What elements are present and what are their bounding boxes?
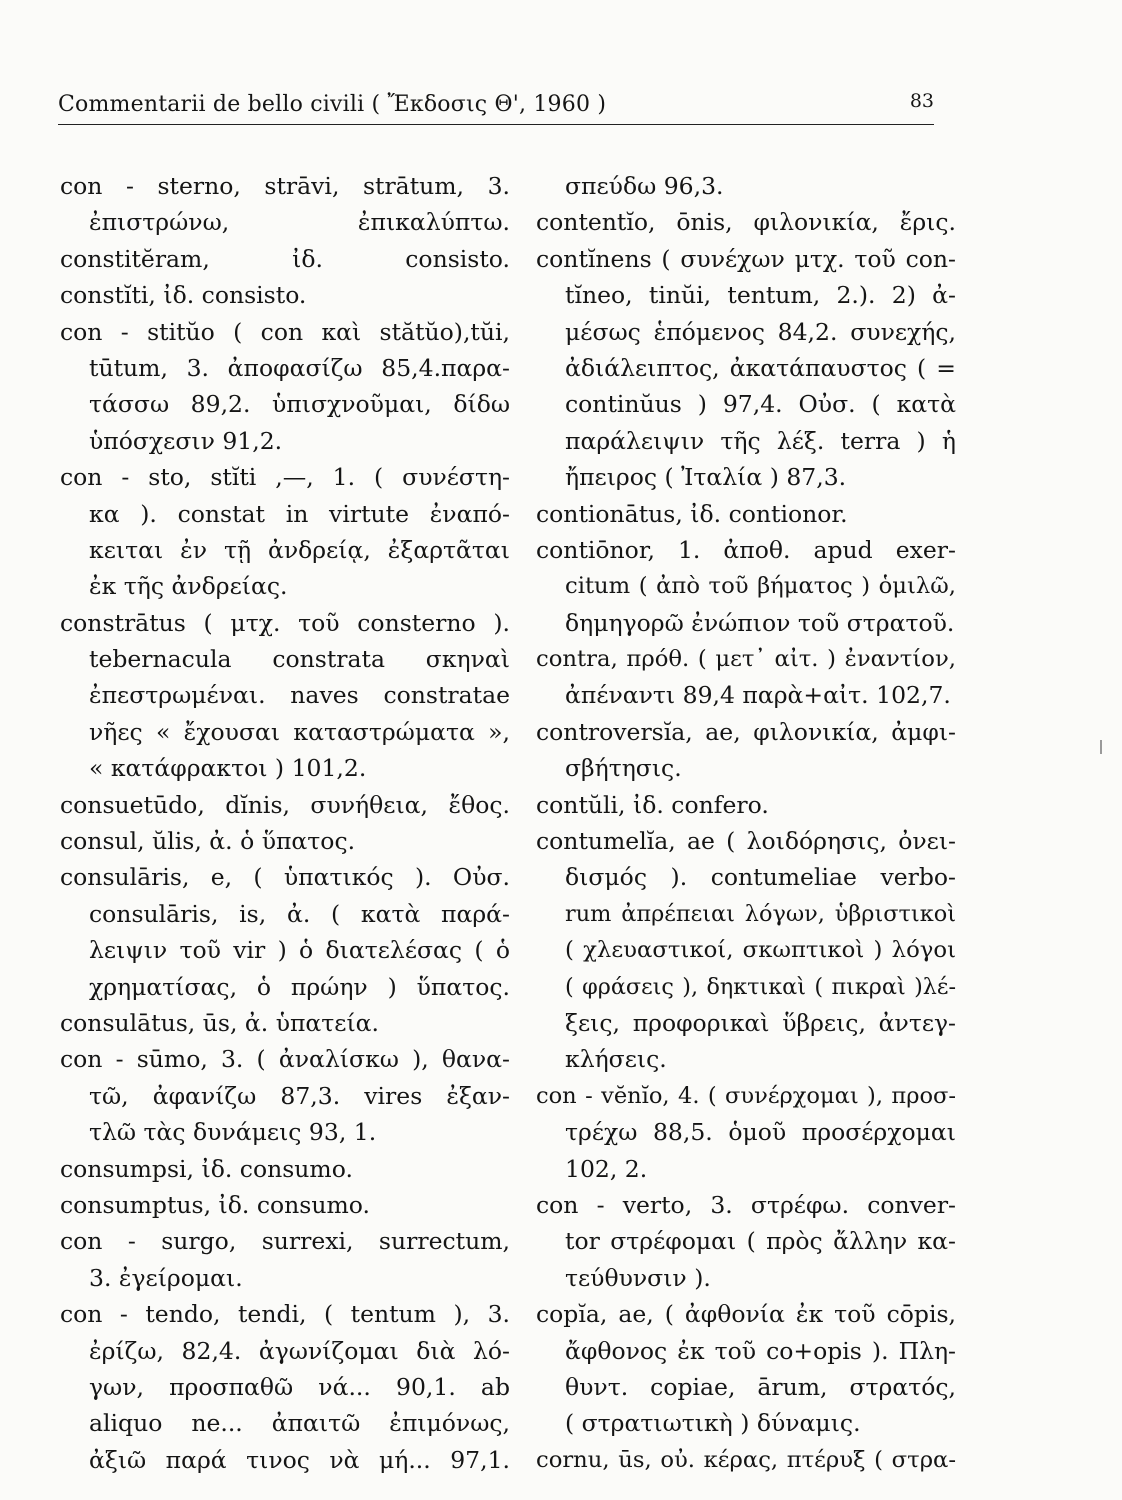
entry-line: con - surgo, surrexi, surrectum, <box>60 1227 510 1256</box>
entry-line: consulātus, ūs, ἀ. ὑπατεία. <box>60 1008 380 1037</box>
entry-line: contŭli, ἰδ. confero. <box>536 790 769 819</box>
entry-line: χρηματίσας, ὁ πρώην ) ὕπατος. <box>89 972 510 1001</box>
entry-line: con - tendo, tendi, ( tentum ), 3. <box>60 1300 510 1329</box>
entry-line: copĭa, ae, ( ἀφθονία ἐκ τοῦ cōpis, <box>536 1300 956 1329</box>
entry-line: ἀξιῶ παρά τινος νὰ μή... 97,1. <box>89 1445 510 1474</box>
entry-line: citum ( ἀπὸ τοῦ βήματος ) ὁμιλῶ, <box>565 573 956 600</box>
entry-line: controversĭa, ae, φιλονικία, ἀμφι- <box>536 717 956 746</box>
entry-line: consumpsi, ἰδ. consumo. <box>60 1154 353 1183</box>
entry-line: constrātus ( μτχ. τοῦ consterno ). <box>60 608 510 637</box>
entry-line: ἀπέναντι 89,4 παρὰ+αἰτ. 102,7. <box>565 681 951 710</box>
entry-line: μέσως ἑπόμενος 84,2. συνεχής, <box>565 317 956 346</box>
entry-line: ( φράσεις ), δηκτικαὶ ( πικραὶ )λέ- <box>565 973 956 1000</box>
entry-line: consulāris, e, ( ὑπατικός ). Οὐσ. <box>60 863 510 892</box>
entry-line: τάσσω 89,2. ὑπισχνοῦμαι, δίδω <box>89 390 510 419</box>
entry-line: λειψιν τοῦ vir ) ὁ διατελέσας ( ὁ <box>89 936 510 965</box>
entry-line: ἄφθονος ἐκ τοῦ co+opis ). Πλη- <box>565 1336 956 1365</box>
entry-line: ἀδιάλειπτος, ἀκατάπαυστος ( = <box>565 353 956 382</box>
entry-line: rum ἀπρέπειαι λόγων, ὑβριστικοὶ <box>565 900 956 927</box>
entry-line: τῶ, ἀφανίζω 87,3. vires ἐξαν- <box>89 1081 510 1110</box>
entry-line: tor στρέφομαι ( πρὸς ἄλλην κα- <box>565 1227 956 1256</box>
entry-line: con - sūmo, 3. ( ἀναλίσκω ), θανα- <box>60 1045 510 1074</box>
entry-line: ( στρατιωτικὴ ) δύναμις. <box>565 1409 861 1438</box>
entry-line: τρέχω 88,5. ὁμοῦ προσέρχομαι <box>565 1118 956 1147</box>
entry-line: ( χλευαστικοί, σκωπτικοὶ ) λόγοι <box>565 937 956 964</box>
entry-line: ἤπειρος ( Ἰταλία ) 87,3. <box>565 463 847 492</box>
entry-line: τεύθυνσιν ). <box>565 1263 711 1292</box>
entry-line: contionātus, ἰδ. contionor. <box>536 499 848 528</box>
entry-line: contra, πρόθ. ( μετ᾽ αἰτ. ) ἐναντίον, <box>536 646 956 673</box>
entry-line: τλῶ τὰς δυνάμεις 93, 1. <box>89 1118 377 1147</box>
entry-line: constĭti, ἰδ. consisto. <box>60 281 307 310</box>
entry-line: παράλειψιν τῆς λέξ. terra ) ἡ <box>565 426 956 455</box>
entry-line: θυντ. copiae, ārum, στρατός, <box>565 1372 956 1401</box>
entry-line: δημηγορῶ ἐνώπιον τοῦ στρατοῦ. <box>565 608 955 637</box>
right-column <box>536 168 956 1478</box>
entry-line: consuetūdo, dĭnis, συνήθεια, ἔθος. <box>60 790 510 819</box>
entry-line: σπεύδω 96,3. <box>565 172 724 200</box>
entry-line: ξεις, προφορικαὶ ὕβρεις, ἀντεγ- <box>565 1008 956 1037</box>
entry-line: con - verto, 3. στρέφω. conver- <box>536 1190 956 1219</box>
entry-line: consumptus, ἰδ. consumo. <box>60 1190 370 1219</box>
entry-line: 3. ἐγείρομαι. <box>89 1263 243 1292</box>
entry-line: contĭnens ( συνέχων μτχ. τοῦ con- <box>536 244 956 273</box>
page-number: 83 <box>909 90 934 112</box>
entry-line: aliquo ne... ἀπαιτῶ ἐπιμόνως, <box>89 1409 510 1438</box>
entry-line: con - vĕnĭo, 4. ( συνέρχομαι ), προσ- <box>536 1082 956 1109</box>
header-title: Commentarii de bello civili ( Ἔκδοσις Θ', 1960 ) <box>58 92 607 117</box>
entry-line: ἐπεστρωμέναι. naves constratae <box>89 681 510 710</box>
entry-line: νῆες « ἔχουσαι καταστρώματα », <box>89 717 510 746</box>
entry-line: consulāris, is, ἀ. ( κατὰ παρά- <box>89 899 510 928</box>
entry-line: κα ). constat in virtute ἐναπό- <box>89 499 510 528</box>
entry-line: tebernacula constrata σκηναὶ <box>89 645 510 674</box>
entry-line: κειται ἐν τῇ ἀνδρείᾳ, ἐξαρτᾶται <box>89 535 510 564</box>
entry-line: γων, προσπαθῶ νά... 90,1. ab <box>89 1372 510 1401</box>
entry-line: ἐπιστρώνω, ἐπικαλύπτω. <box>89 208 510 237</box>
entry-line: cornu, ūs, οὐ. κέρας, πτέρυξ ( στρα- <box>536 1446 956 1473</box>
entry-line: contiōnor, 1. ἀποθ. apud exer- <box>536 535 956 564</box>
entry-line: con - sto, stĭti ,—, 1. ( συνέστη- <box>60 463 510 492</box>
entry-line: contentĭo, ōnis, φιλονικία, ἔρις. <box>536 208 956 237</box>
entry-line: κλήσεις. <box>565 1045 667 1074</box>
entry-line: contumelĭa, ae ( λοιδόρησις, ὀνει- <box>536 827 956 856</box>
entry-line: ἐκ τῆς ἀνδρείας. <box>89 572 288 601</box>
entry-line: σβήτησις. <box>565 754 682 783</box>
entry-line: con - sterno, strāvi, strātum, 3. <box>60 172 510 200</box>
entry-line: δισμός ). contumeliae verbo- <box>565 863 956 892</box>
entry-line: continŭus ) 97,4. Οὐσ. ( κατὰ <box>565 390 956 419</box>
running-header <box>58 88 934 125</box>
entry-line: consul, ŭlis, ἀ. ὁ ὕπατος. <box>60 827 356 856</box>
margin-mark <box>1100 740 1102 754</box>
entry-line: tūtum, 3. ἀποφασίζω 85,4.παρα- <box>89 353 510 382</box>
entry-line: ἐρίζω, 82,4. ἀγωνίζομαι διὰ λό- <box>89 1336 510 1365</box>
entry-line: con - stitŭo ( con καὶ stătŭo),tŭi, <box>60 317 510 346</box>
left-column <box>60 168 510 1478</box>
entry-line: « κατάφρακτοι ) 101,2. <box>89 754 367 783</box>
entry-line: 102, 2. <box>565 1154 648 1183</box>
entry-line: constitĕram, ἰδ. consisto. <box>60 244 510 273</box>
entry-line: ὑπόσχεσιν 91,2. <box>89 426 283 455</box>
entry-line: tĭneo, tinŭi, tentum, 2.). 2) ἀ- <box>565 281 956 310</box>
